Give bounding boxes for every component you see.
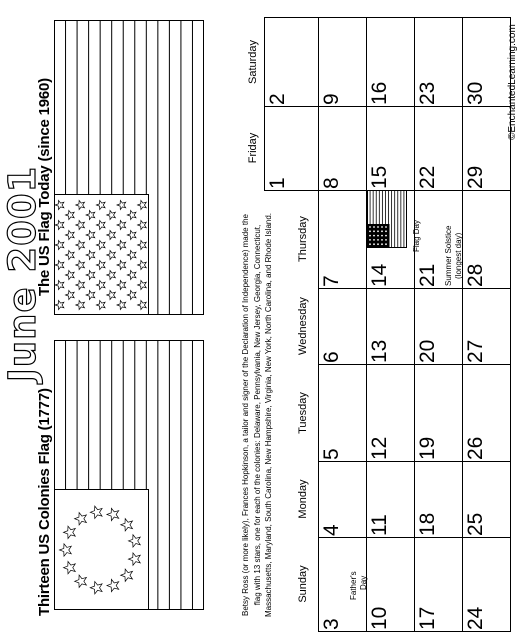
day-number: 2 <box>266 93 289 105</box>
day-cell[interactable] <box>462 190 511 289</box>
day-number: 28 <box>464 263 487 287</box>
day-cell[interactable] <box>366 461 415 538</box>
day-cell[interactable] <box>414 537 463 632</box>
day-number: 12 <box>368 436 391 460</box>
day-cell[interactable] <box>414 106 463 191</box>
day-cell[interactable] <box>462 461 511 538</box>
day-cell[interactable] <box>366 364 415 462</box>
day-number: 20 <box>416 339 439 363</box>
day-number: 16 <box>368 81 391 105</box>
day-cell[interactable] <box>414 364 463 462</box>
day-cell[interactable] <box>264 106 319 191</box>
day-cell[interactable] <box>414 288 463 365</box>
weekday-saturday: Saturday <box>247 39 259 84</box>
day-number: 15 <box>368 165 391 189</box>
day-cell[interactable] <box>264 17 319 107</box>
event-note: Flag Day <box>412 219 421 252</box>
colonies-flag-title: Thirteen US Colonies Flag (1777) <box>36 388 53 616</box>
day-number: 14 <box>368 263 391 287</box>
day-number: 7 <box>320 275 343 287</box>
day-number: 26 <box>464 436 487 460</box>
day-number: 11 <box>368 514 391 536</box>
day-cell[interactable] <box>462 106 511 191</box>
day-number: 13 <box>368 339 391 363</box>
month-title: June 2001 <box>1 165 44 382</box>
day-cell[interactable] <box>414 17 463 107</box>
day-number: 27 <box>464 339 487 363</box>
weekday-wednesday: Wednesday <box>297 297 309 355</box>
day-number: 8 <box>320 177 343 189</box>
day-cell[interactable] <box>318 461 367 538</box>
day-cell[interactable] <box>462 288 511 365</box>
weekday-tuesday: Tuesday <box>297 391 309 434</box>
day-number: 19 <box>416 436 439 460</box>
day-number: 21 <box>416 263 439 287</box>
day-cell[interactable] <box>318 190 367 289</box>
day-cell[interactable] <box>318 17 367 107</box>
event-note: (longest day) <box>454 232 463 279</box>
day-cell[interactable] <box>366 537 415 632</box>
day-number: 9 <box>320 93 343 105</box>
modern-flag-title: The US Flag Today (since 1960) <box>36 78 53 296</box>
day-cell[interactable] <box>318 288 367 365</box>
day-number: 22 <box>416 165 439 189</box>
day-number: 1 <box>266 177 289 189</box>
flag-description: Betsy Ross (or more likely), Frances Hopkinson, a tailor and signer of the Declaration of Independence) made the flag with 13 stars, one for each of the colonies: Delaware, Pennsylvania, New Jersey, Georgia, Connecticut, Massachusetts, Maryland, South Carolina, New Hampshire, Virginia, New York, North Carolina, and Rhode Island. <box>241 212 273 618</box>
day-cell[interactable] <box>462 364 511 462</box>
day-number: 17 <box>416 606 439 630</box>
day-cell[interactable] <box>462 17 511 107</box>
day-cell[interactable] <box>318 106 367 191</box>
day-number: 5 <box>320 448 343 460</box>
day-cell[interactable] <box>366 106 415 191</box>
day-cell[interactable] <box>462 537 511 632</box>
event-note: Summer Solstice <box>444 225 453 286</box>
day-number: 6 <box>320 351 343 363</box>
day-cell[interactable] <box>318 364 367 462</box>
flag-day-mini-flag <box>367 190 407 248</box>
event-note: Day <box>359 575 368 590</box>
day-number: 3 <box>320 618 343 630</box>
day-cell[interactable] <box>366 17 415 107</box>
site-credit: ©EnchantedLearning.com <box>507 24 518 140</box>
day-number: 10 <box>368 606 391 630</box>
day-number: 24 <box>464 606 487 630</box>
weekday-sunday: Sunday <box>297 565 309 603</box>
day-number: 4 <box>320 524 343 536</box>
event-note: Father's <box>349 571 358 600</box>
day-cell[interactable] <box>414 461 463 538</box>
day-number: 29 <box>464 165 487 189</box>
day-cell[interactable] <box>366 288 415 365</box>
weekday-monday: Monday <box>297 479 309 519</box>
day-number: 23 <box>416 81 439 105</box>
weekday-friday: Friday <box>247 132 259 164</box>
day-number: 25 <box>464 512 487 536</box>
day-number: 30 <box>464 81 487 105</box>
weekday-thursday: Thursday <box>297 216 309 262</box>
day-number: 18 <box>416 512 439 536</box>
